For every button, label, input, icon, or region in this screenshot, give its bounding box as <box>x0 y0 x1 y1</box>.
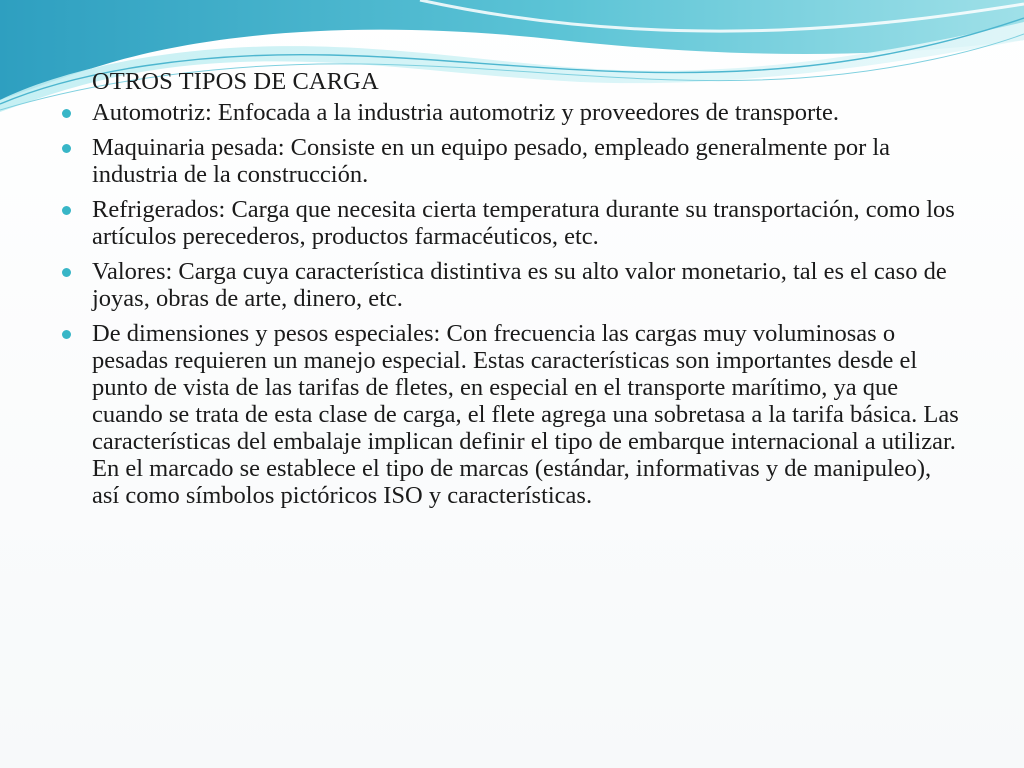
list-item-text: Valores: Carga cuya característica distintiva es su alto valor monetario, tal es el caso de joyas, obras de arte, dinero, etc. <box>92 258 947 312</box>
list-item-text: De dimensiones y pesos especiales: Con frecuencia las cargas muy voluminosas o pesadas requieren un manejo especial. Estas características son importantes desde el punto de vista de las tarifas de fletes, en especial en el transporte marítimo, ya que cuando se trata de esta clase de carga, el flete agrega una sobretasa a la tarifa básica. Las características del embalaje implican definir el tipo de embarque internacional a utilizar. En el marcado se establece el tipo de marcas (estándar, informativas y de manipuleo), así como símbolos pictóricos ISO y características. <box>92 320 959 509</box>
slide-title: OTROS TIPOS DE CARGA <box>92 68 379 95</box>
list-item <box>62 134 962 188</box>
bullet-list <box>62 99 962 509</box>
list-item <box>62 99 962 126</box>
bullet-dot-icon <box>62 330 71 339</box>
list-item <box>62 258 962 312</box>
bullet-dot-icon <box>62 206 71 215</box>
bullet-dot-icon <box>62 144 71 153</box>
list-item-text: Refrigerados: Carga que necesita cierta temperatura durante su transportación, como los artículos perecederos, productos farmacéuticos, etc. <box>92 196 955 250</box>
list-item <box>62 320 962 509</box>
bullet-dot-icon <box>62 268 71 277</box>
list-item-text: Automotriz: Enfocada a la industria automotriz y proveedores de transporte. <box>92 99 839 126</box>
bullet-dot-icon <box>62 109 71 118</box>
slide-content <box>62 68 962 517</box>
list-item <box>62 196 962 250</box>
list-item-text: Maquinaria pesada: Consiste en un equipo pesado, empleado generalmente por la industria de la construcción. <box>92 134 891 188</box>
